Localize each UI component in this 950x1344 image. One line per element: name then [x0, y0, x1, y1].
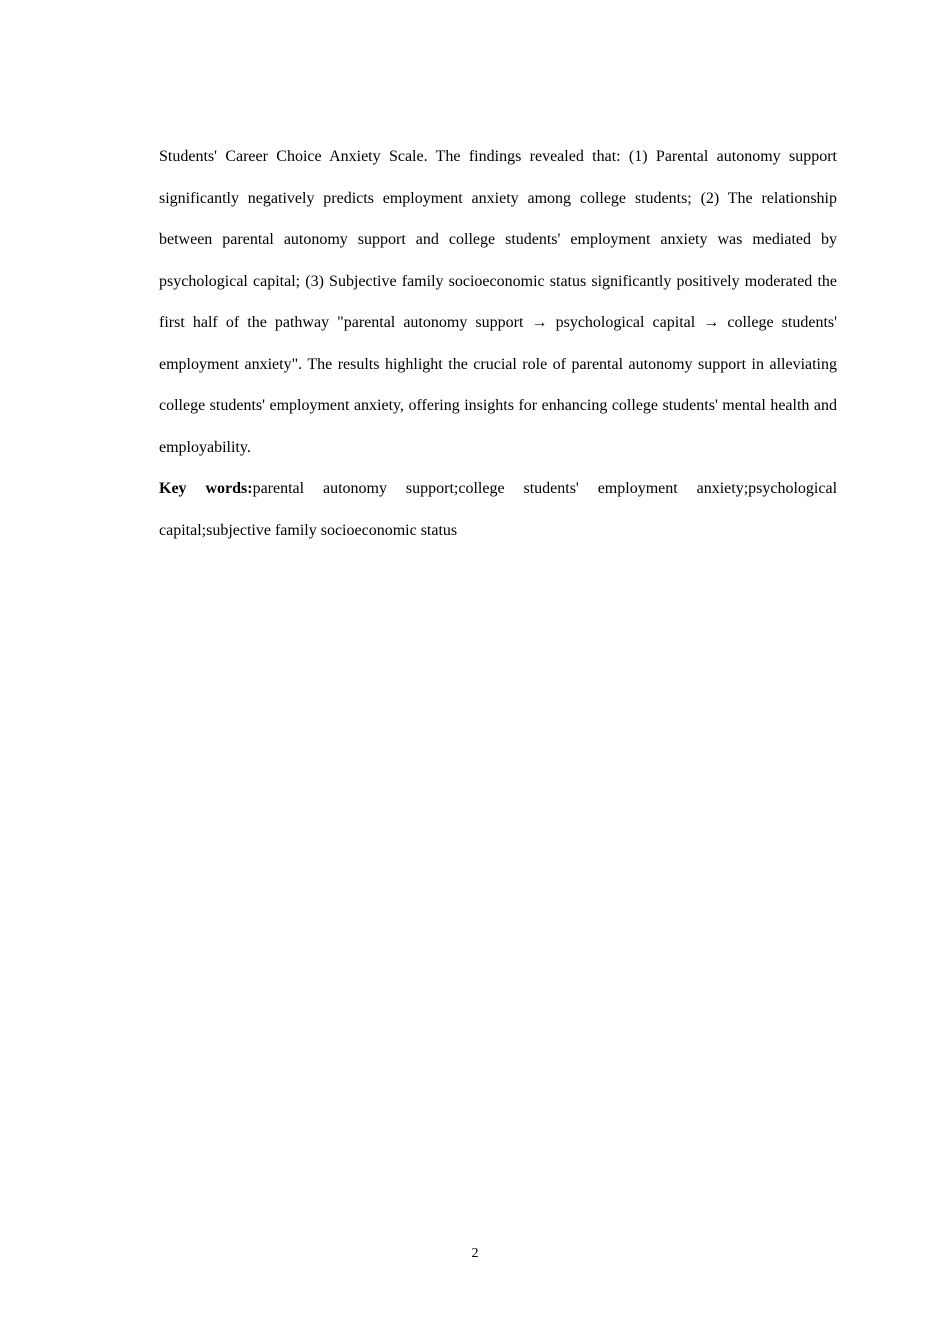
abstract-paragraph: Students' Career Choice Anxiety Scale. The findings revealed that: (1) Parental autonomy support significantly negatively predicts employment anxiety among college students; (2) The relationship between parental autonomy support and college students' employment anxiety was mediated by psychological capital; (3) Subjective family socioeconomic status significantly positively moderated the first half of the pathway "parental autonomy support → psychological capital → college students' employment anxiety". The results highlight the crucial role of parental autonomy support in alleviating college students' employment anxiety, offering insights for enhancing college students' mental health and employability.: [159, 148, 837, 456]
keywords-paragraph: [159, 468, 837, 551]
keywords-label: Key words:: [159, 480, 253, 497]
page-number: 2: [471, 1246, 479, 1261]
abstract-section: [159, 136, 837, 551]
keywords-text: parental autonomy support;college students' employment anxiety;psychological capital;subjective family socioeconomic status: [159, 480, 838, 539]
